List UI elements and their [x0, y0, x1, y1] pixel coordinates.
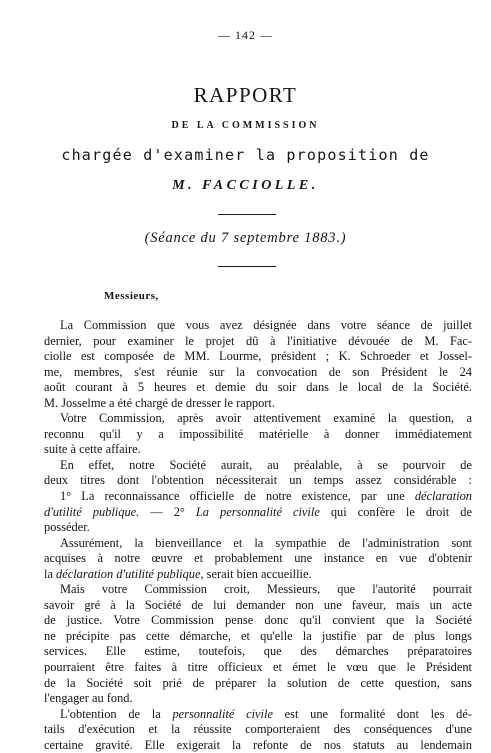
body-line: posséder. [44, 520, 90, 535]
divider-rule-bottom [218, 266, 276, 267]
body-line [44, 567, 472, 583]
body-line: services. Elle estime, toutefois, que des démarches préparatoires [44, 644, 472, 659]
body-line: Votre Commission, après avoir attentivement examiné la question, a [60, 411, 472, 426]
body-text: 1° La reconnaissance officielle de notre existence, par une [60, 489, 405, 504]
page-number: — 142 — [218, 28, 273, 42]
body-line: suite à cette affaire. [44, 442, 141, 457]
body-emphasis: d'utilité publique. [44, 504, 140, 519]
body-line: La Commission que vous avez désignée dans votre séance de juillet [60, 318, 472, 332]
body-line: certaine gravité. Elle exigerait la refonte de nos statuts au lendemain [44, 737, 472, 752]
body-line: de la Société soit prié de préparer la solution de cette question, sans [44, 675, 472, 690]
body-line: l'engager au fond. [44, 691, 133, 706]
report-title: RAPPORT [193, 83, 298, 107]
body-emphasis: déclaration d'utilité publique [56, 566, 201, 581]
body-line: Assurément, la bienveillance et la sympathie de l'administration sont [60, 535, 472, 550]
body-text: , serait bien accueillie. [200, 566, 312, 581]
body-line: deux titres dont l'obtention nécessiterait un temps assez considérable : [44, 473, 472, 488]
body-line [44, 489, 472, 505]
body-line: tails d'exécution et la réussite comporteraient des conséquences d'une [44, 722, 472, 737]
body-emphasis: déclaration [414, 489, 472, 504]
body-emphasis: personnalité civile [172, 706, 273, 721]
report-subtitle-name: M. FACCIOLLE. [172, 178, 319, 193]
body-text: L'obtention de la [60, 706, 173, 721]
divider-rule-top [218, 214, 276, 215]
body-text: la [44, 566, 57, 581]
body-line: pourraient être faites à titre officieux et émet le vœu que le Président [44, 660, 472, 675]
session-date: (Séance du 7 septembre 1883.) [144, 230, 347, 246]
body-line: acquises à notre œuvre et probablement une instance en vue d'obtenir [44, 551, 472, 566]
body-line: ciolle est composée de MM. Lourme, président ; K. Schroeder et Jossel- [44, 349, 472, 364]
body-line: reconnu qu'il y a impossibilité matérielle à donner immédiatement [44, 426, 472, 441]
body-line: ne précipite pas cette démarche, et qu'elle la justifie par de plus longs [44, 628, 472, 643]
report-body [44, 318, 472, 753]
body-line: dernier, pour examiner le projet dû à l'initiative dévouée de M. Fac- [44, 333, 472, 348]
body-emphasis: La personnalité civile [195, 504, 320, 519]
body-text: — 2° [139, 504, 196, 519]
body-line [44, 505, 472, 521]
body-line [44, 707, 472, 723]
body-line: de justice. Votre Commission pense donc qu'il convient que la Société [44, 613, 472, 628]
report-subtitle-commission: DE LA COMMISSION [171, 120, 320, 131]
report-subtitle-charge: chargée d'examiner la proposition de [61, 146, 430, 164]
body-line: Mais votre Commission croit, Messieurs, que l'autorité pourrait [60, 582, 472, 597]
body-line: me, membres, s'est réunie sur la convocation de son Président le 24 [44, 364, 472, 379]
body-line: M. Josselme a été chargé de dresser le rapport. [44, 395, 275, 410]
body-line: août courant à 5 heures et demie du soir dans le local de la Société. [44, 380, 472, 395]
body-text: qui confère le droit de [319, 504, 472, 519]
salutation: Messieurs, [104, 290, 159, 302]
body-text: est une formalité dont les dé- [272, 706, 472, 721]
body-line: En effet, notre Société aurait, au préalable, à se pourvoir de [60, 457, 472, 472]
body-line: savoir gré à la Société de lui demander non une faveur, mais un acte [44, 597, 472, 612]
